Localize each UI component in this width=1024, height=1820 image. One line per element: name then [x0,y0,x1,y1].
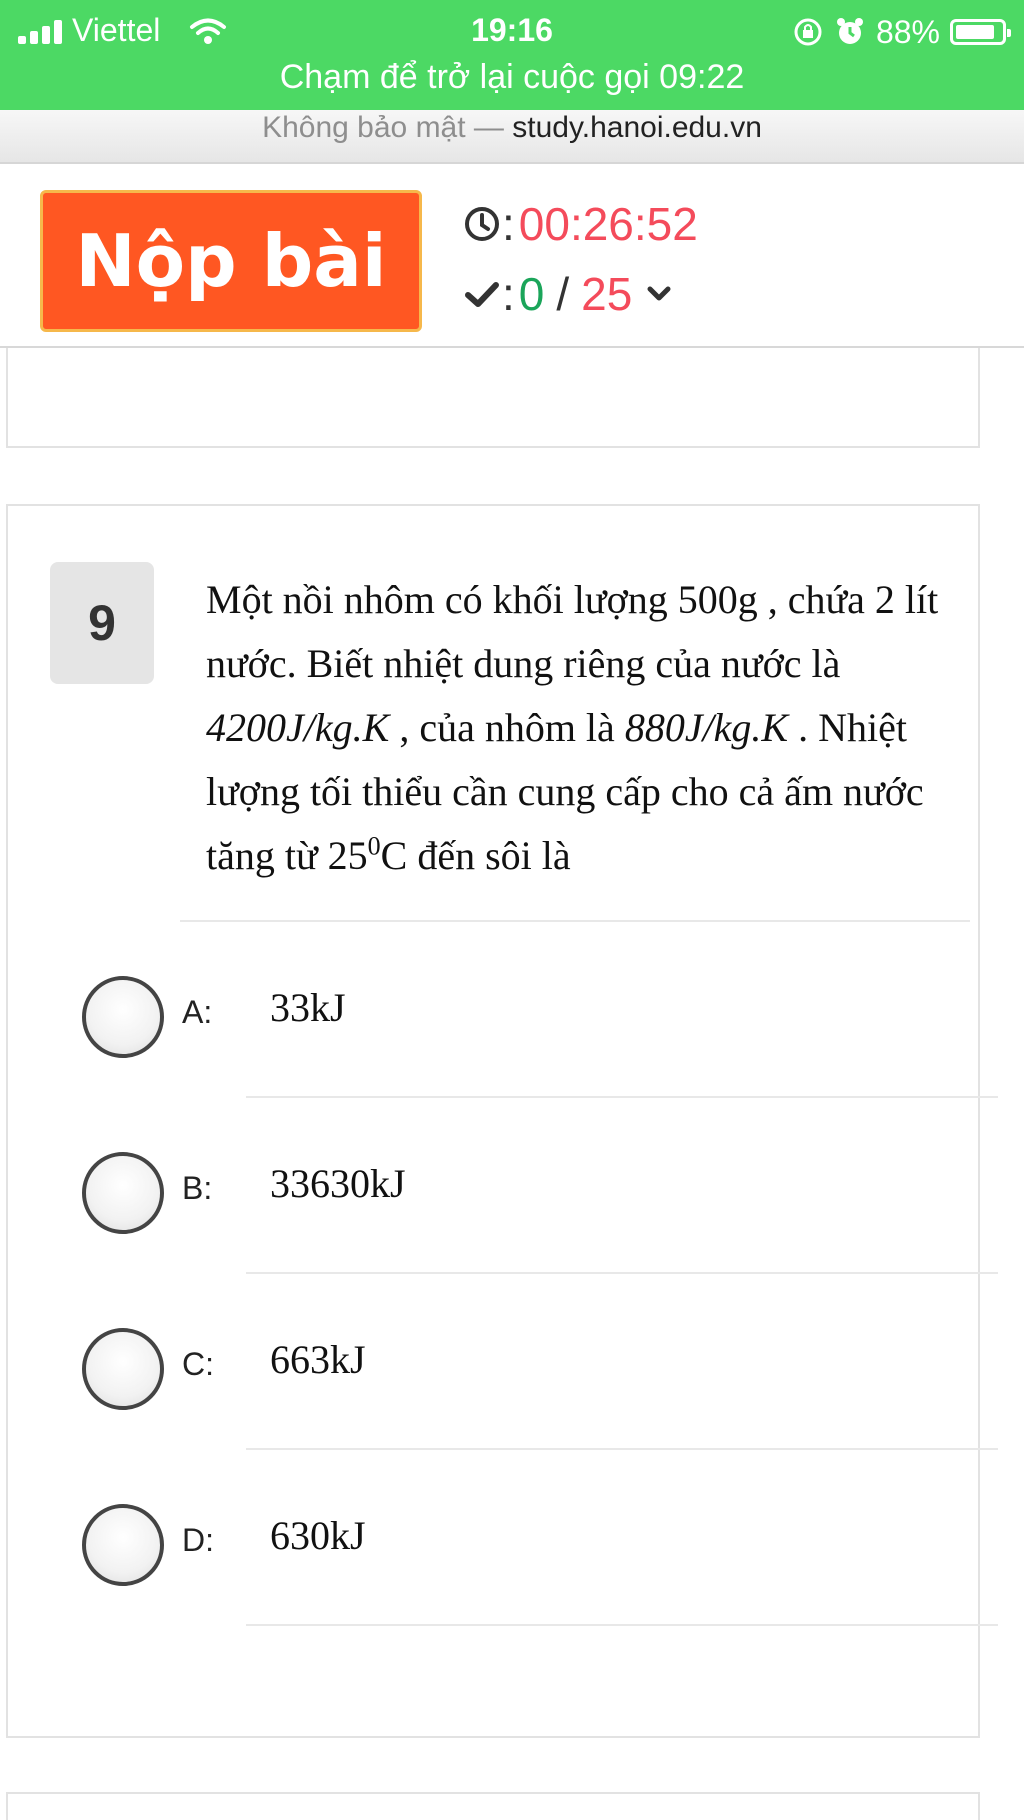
option-letter: D: [182,1522,214,1558]
option-letter: C: [182,1346,214,1382]
battery-percent: 88% [875,13,940,50]
option-c[interactable] [8,1328,998,1504]
battery-icon [950,19,1006,45]
status-right [792,12,1006,52]
radio-button[interactable] [82,1328,164,1410]
answered-count: 0 [518,268,545,320]
aluminum-specific-heat: 880J/kg.K [624,705,789,750]
option-letter: B: [182,1170,213,1206]
carrier-name: Viettel [72,12,161,48]
return-to-call-banner[interactable]: Chạm để trở lại cuộc gọi 09:22 [279,58,745,96]
question-divider [180,920,970,922]
alarm-icon [834,16,866,48]
option-divider [246,1624,998,1626]
option-letter: A: [182,994,213,1030]
radio-button[interactable] [82,1152,164,1234]
water-specific-heat: 4200J/kg.K [206,705,390,750]
status-row [0,6,1024,50]
question-number: 9 [50,562,154,684]
status-bar[interactable] [0,0,1024,110]
url-bar[interactable] [0,110,1024,164]
count-slash: / [556,268,570,320]
url-domain: study.hanoi.edu.vn [512,111,762,144]
option-b[interactable] [8,1152,998,1328]
option-divider [246,1448,998,1450]
radio-button[interactable] [82,976,164,1058]
timer-value: 00:26:52 [518,198,698,250]
option-text[interactable]: 33kJ [270,985,346,1030]
exam-header [0,164,1024,348]
option-text[interactable]: 33630kJ [270,1161,406,1206]
radio-button[interactable] [82,1504,164,1586]
orientation-lock-icon [792,16,824,48]
option-text[interactable]: 630kJ [270,1513,366,1558]
question-card [6,504,980,1738]
question-text: Một nồi nhôm có khối lượng 500g , chứa 2 lít nước. Biết nhiệt dung riêng của nước là 4200J/kg.K , của nhôm là 880J/kg.K . Nhiệt lượng tối thiểu cần cung cấp cho cả ấm nước tăng từ $25^0C$ đến sôi là [206,577,939,878]
battery-fill [956,25,994,39]
next-question-card [6,1792,980,1820]
chevron-down-icon[interactable] [644,279,674,309]
previous-question-card [6,348,980,448]
option-divider [246,1272,998,1274]
checkmark-icon [462,274,502,314]
submit-button[interactable]: Nộp bài [40,190,422,332]
option-text[interactable]: 663kJ [270,1337,366,1382]
option-divider [246,1096,998,1098]
timer [462,194,698,254]
timer-separator: : [502,198,515,250]
clock-icon [462,204,502,244]
total-count: 25 [581,268,633,320]
answered-separator: : [502,268,515,320]
answered-counter[interactable] [462,264,674,324]
option-d[interactable] [8,1504,998,1680]
option-a[interactable] [8,976,998,1152]
security-label: Không bảo mật — [262,111,504,144]
status-time: 19:16 [471,12,553,48]
